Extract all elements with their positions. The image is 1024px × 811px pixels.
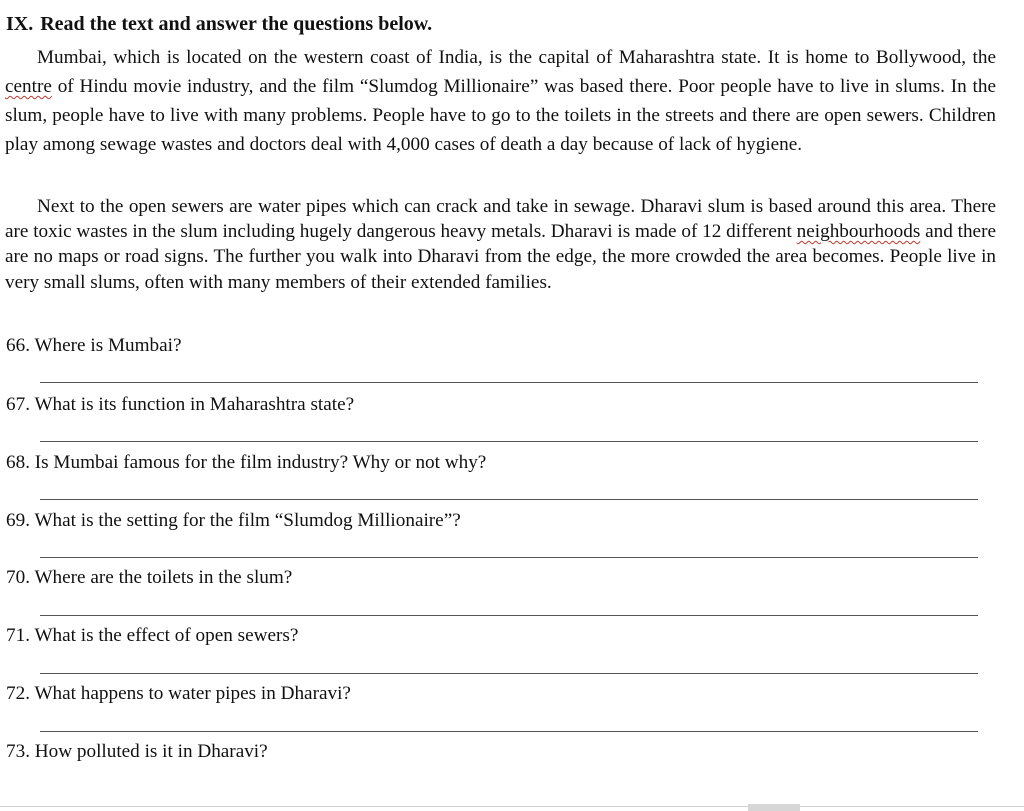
question-number: 68. [6,452,30,473]
question-number: 66. [6,335,30,356]
answer-line-69[interactable] [40,557,978,558]
section-title: Read the text and answer the questions below. [40,13,433,35]
question-text: What happens to water pipes in Dharavi? [34,683,351,704]
answer-line-66[interactable] [40,382,978,383]
question-66 [6,334,182,358]
question-text: What is the effect of open sewers? [34,625,299,646]
question-text: What is its function in Maharashtra state? [34,394,355,415]
question-number: 67. [6,394,30,415]
answer-line-70[interactable] [40,615,978,616]
question-number: 70. [6,567,30,588]
question-number: 72. [6,683,30,704]
question-72 [6,682,351,706]
question-text: Where is Mumbai? [34,335,182,356]
section-heading [6,10,432,38]
passage-paragraph-2 [5,194,996,295]
paragraph-1-text-a: Mumbai, which is located on the western coast of India, is the capital of Maharashtra state. It is home to Bollywood, the [37,47,996,68]
question-number: 73. [6,741,30,762]
question-text: Where are the toilets in the slum? [34,567,293,588]
passage-paragraph-1 [5,43,996,159]
horizontal-scrollbar-thumb[interactable] [748,804,800,811]
question-number: 69. [6,510,30,531]
spellcheck-flagged-word: neighbourhoods [796,221,921,243]
paragraph-1-text-b: of Hindu movie industry, and the film “Slumdog Millionaire” was based there. Poor people have to live in slums. In the slum, people have to live with many problems. People have to go to the toilets in the streets and there are open sewers. Children play among sewage wastes and doctors deal with 4,000 cases of death a day because of lack of hygiene. [5,76,996,155]
answer-line-72[interactable] [40,731,978,732]
question-70 [6,566,292,590]
spellcheck-flagged-word: centre [5,76,52,97]
question-71 [6,624,298,648]
question-68 [6,451,486,475]
answer-line-71[interactable] [40,673,978,674]
answer-line-67[interactable] [40,441,978,442]
question-number: 71. [6,625,30,646]
question-73 [6,740,268,764]
question-text: What is the setting for the film “Slumdog Millionaire”? [34,510,461,531]
section-number: IX. [6,13,34,35]
question-67 [6,393,354,417]
page-bottom-divider [0,806,1024,807]
question-69 [6,509,461,533]
answer-line-68[interactable] [40,499,978,500]
question-text: How polluted is it in Dharavi? [34,741,268,762]
paragraph-2-text-a: Next to the open sewers are water pipes which can crack and take in sewage. Dharavi slum is based around this area. There are toxic wastes in the slum including hugely dangerous heavy metals. Dharavi is made of 12 different [5,196,996,243]
paragraph-2-text-b: and there are no maps or road signs. The further you walk into Dharavi from the edge, the more crowded the area becomes. People live in very small slums, often with many members of their extended families. [5,221,996,293]
question-text: Is Mumbai famous for the film industry? Why or not why? [34,452,487,473]
